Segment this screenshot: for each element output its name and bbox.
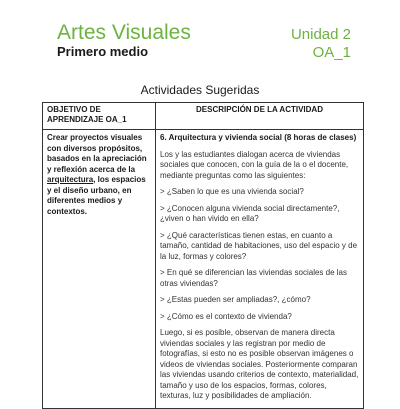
architecture-link[interactable]: arquitectura bbox=[47, 175, 94, 184]
question-item: > En qué se diferencian las viviendas sociales de las otras viviendas? bbox=[160, 268, 347, 288]
activity-title: 6. Arquitectura y vivienda social (8 horas de clases) bbox=[160, 133, 357, 142]
section-title: Actividades Sugeridas bbox=[140, 83, 260, 97]
table-row bbox=[43, 130, 364, 409]
oa-label: OA_1 bbox=[312, 44, 351, 61]
unit-label: Unidad 2 bbox=[290, 26, 351, 43]
objective-text-end: , los espacios y el diseño urbano, en diferentes medios y contextos. bbox=[47, 175, 146, 216]
description-cell bbox=[156, 130, 364, 409]
activity-closing: Luego, si es posible, observan de manera directa viviendas sociales y las registran por medio de fotografías, si esto no es posible observan imágenes o videos de viviendas sociales. Posteriormente comparan las viviendas usando criterios de contexto, materialidad, tamaño y uso de los espacios, formas, colores, texturas, luz y posibilidades de ampliación. bbox=[160, 328, 359, 400]
objective-text-start: Crear proyectos visuales con diversos propósitos, basados en la apreciación y reflexión acerca de la bbox=[47, 133, 147, 174]
question-item: > ¿Cómo es el contexto de vivienda? bbox=[160, 311, 292, 321]
question-item: > ¿Qué características tienen estas, en cuanto a tamaño, cantidad de habitaciones, uso del espacio y de la luz, formas y colores? bbox=[160, 230, 358, 261]
objective-cell bbox=[43, 130, 156, 409]
question-item: > ¿Conocen alguna vivienda social directamente?, ¿viven o han vivido en ella? bbox=[160, 203, 340, 223]
activity-intro: Los y las estudiantes dialogan acerca de viviendas sociales que conocen, con la guía de la o el docente, mediante preguntas como las siguientes: bbox=[160, 149, 349, 180]
grade-subtitle: Primero medio bbox=[57, 44, 149, 59]
page-header bbox=[0, 0, 400, 70]
question-item: > ¿Estas pueden ser ampliadas?, ¿cómo? bbox=[160, 295, 311, 304]
description-column-header: DESCRIPCIÓN DE LA ACTIVIDAD bbox=[156, 103, 364, 130]
question-item: > ¿Saben lo que es una vivienda social? bbox=[160, 187, 304, 196]
table-header-row bbox=[43, 103, 364, 130]
objective-column-header: OBJETIVO DE APRENDIZAJE OA_1 bbox=[43, 103, 156, 130]
subject-title: Artes Visuales bbox=[57, 21, 191, 44]
activities-table bbox=[42, 102, 364, 409]
